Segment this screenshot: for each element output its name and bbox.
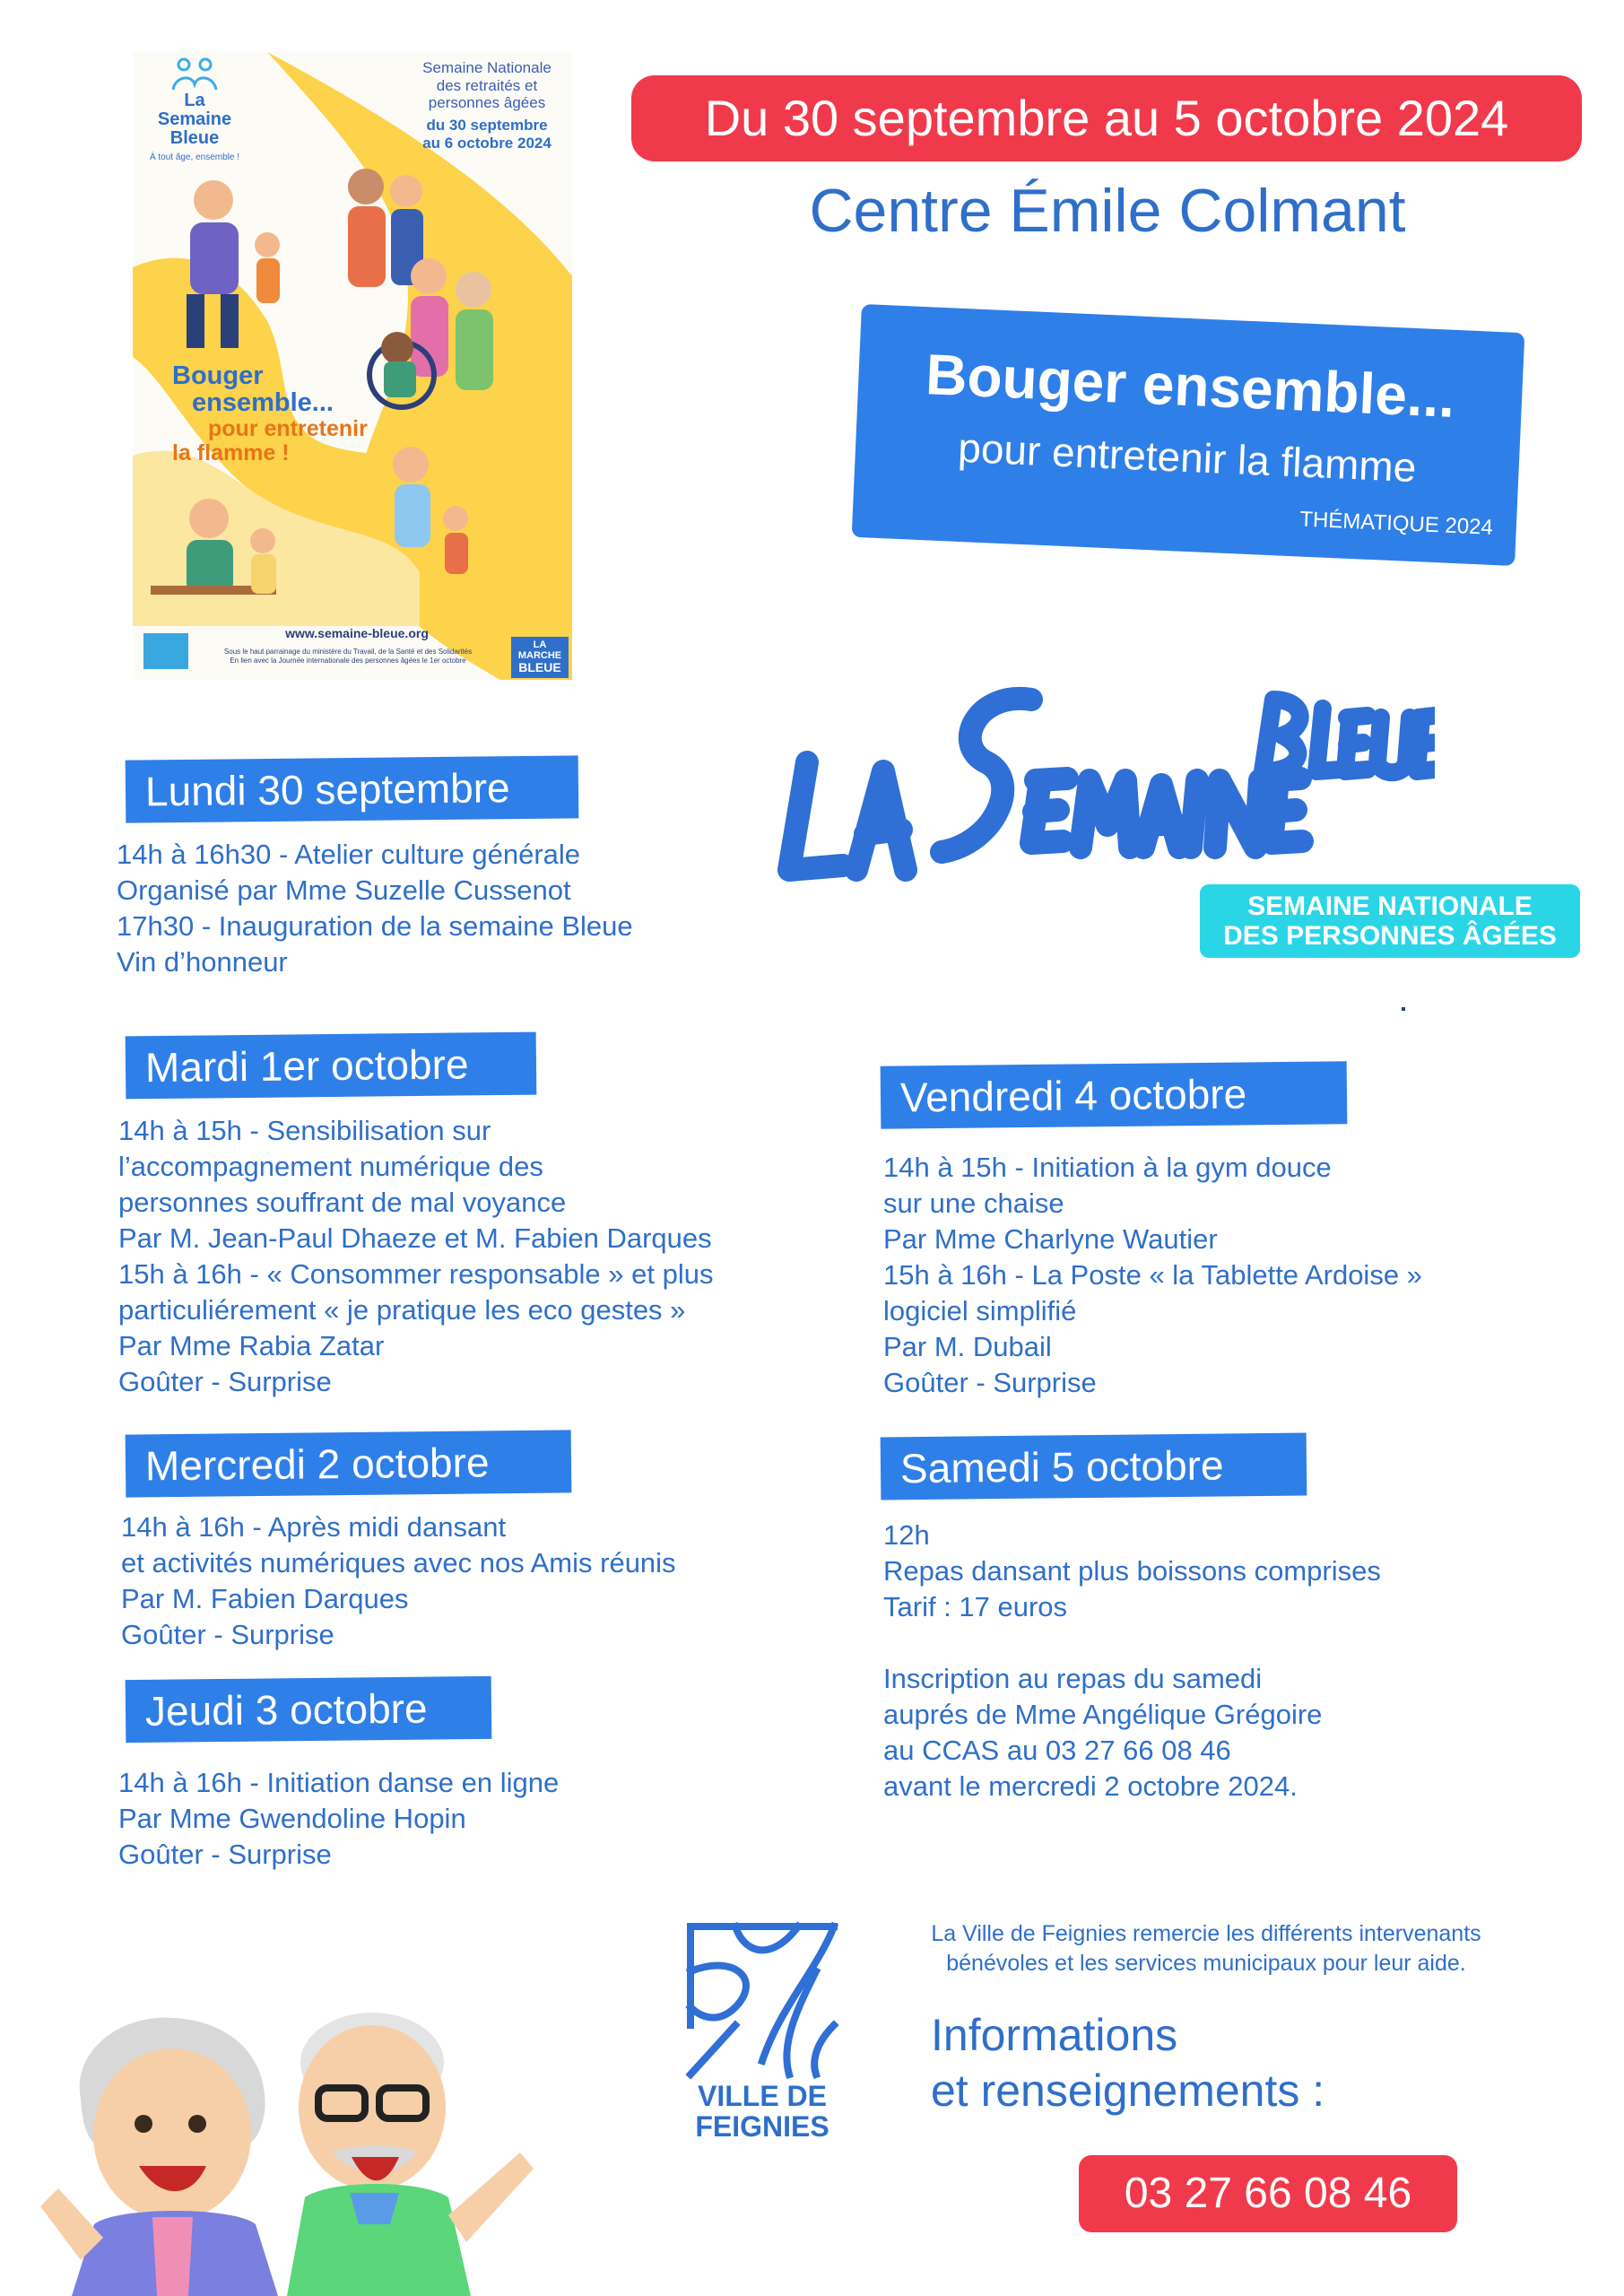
marche-bleue-badge: [511, 637, 569, 678]
detail-line: sur une chaise: [883, 1187, 1064, 1219]
venue-title: Centre Émile Colmant: [809, 177, 1406, 245]
detail-line: Goûter - Surprise: [118, 1366, 332, 1397]
spacer-line: [883, 1625, 1381, 1661]
poster-logo-tagline: À tout âge, ensemble !: [149, 152, 240, 162]
detail-line: Repas dansant plus boissons comprises: [883, 1555, 1381, 1587]
detail-line: Goûter - Surprise: [121, 1619, 334, 1650]
detail-line: Tarif : 17 euros: [883, 1591, 1068, 1622]
detail-line: avant le mercredi 2 octobre 2024.: [883, 1770, 1298, 1802]
detail-line: 15h à 16h - « Consommer responsable » et plus: [118, 1258, 714, 1290]
poster-slogan-line: Bouger: [172, 361, 264, 390]
poster-dates-line: du 30 septembre: [426, 117, 548, 134]
feignies-label: [682, 2081, 843, 2142]
thanks-line: La Ville de Feignies remercie les différents intervenants: [931, 1921, 1481, 1946]
detail-line: Organisé par Mme Suzelle Cussenot: [117, 874, 571, 906]
detail-line: Par Mme Gwendoline Hopin: [118, 1803, 466, 1834]
poster-slogan: [172, 362, 368, 466]
city-label-line: FEIGNIES: [695, 2110, 829, 2143]
detail-line: Par M. Dubail: [883, 1331, 1052, 1362]
day-banner-mardi: Mardi 1er octobre: [126, 1032, 537, 1100]
poster-footer-line: Sous le haut parrainage du ministère du Travail, de la Santé et des Solidarités: [223, 648, 473, 656]
detail-line: l’accompagnement numérique des: [118, 1151, 543, 1182]
ministry-logo-icon: [143, 633, 188, 669]
detail-line: 14h à 16h - Initiation danse en ligne: [118, 1767, 560, 1798]
poster-header-line: Semaine Nationale: [422, 59, 551, 76]
detail-line: Inscription au repas du samedi: [883, 1663, 1263, 1694]
detail-line: au CCAS au 03 27 66 08 46: [883, 1735, 1231, 1766]
day-details-mardi: [118, 1113, 713, 1400]
day-banner-lundi: Lundi 30 septembre: [126, 755, 579, 822]
theme-title: Bouger ensemble...: [924, 342, 1456, 430]
feignies-logo-icon: [682, 1918, 843, 2106]
detail-line: 14h à 15h - Sensibilisation sur: [118, 1115, 491, 1146]
detail-line: Par M. Jean-Paul Dhaeze et M. Fabien Darques: [118, 1222, 712, 1254]
city-label-line: VILLE DE: [697, 2080, 827, 2112]
detail-line: particuliérement « je pratique les eco gestes »: [118, 1294, 686, 1326]
day-details-jeudi: [118, 1765, 559, 1873]
day-banner-jeudi: Jeudi 3 octobre: [126, 1676, 492, 1743]
poster-slogan-line: pour entretenir: [208, 415, 368, 441]
stray-mark: [1402, 1007, 1405, 1011]
badge-line: DES PERSONNES ÂGÉES: [1223, 921, 1557, 951]
badge-line: BLEUE: [518, 660, 561, 675]
poster-header-line: personnes âgées: [428, 94, 546, 112]
poster-slogan-line: ensemble...: [192, 388, 334, 418]
poster-logo-line: Semaine: [157, 109, 232, 129]
detail-line: Goûter - Surprise: [883, 1367, 1097, 1398]
poster-footer-line: En lien avec la Journée internationale des personnes âgées le 1er octobre: [230, 657, 466, 665]
day-banner-vendredi: Vendredi 4 octobre: [881, 1061, 1348, 1128]
poster-logo-line: La: [184, 91, 205, 110]
phone-number-badge: 03 27 66 08 46: [1079, 2155, 1457, 2232]
poster-logo-line: Bleue: [169, 128, 220, 148]
detail-line: 15h à 16h - La Poste « la Tablette Ardoise »: [883, 1259, 1422, 1291]
detail-line: Par Mme Rabia Zatar: [118, 1330, 385, 1361]
poster-url: www.semaine-bleue.org: [285, 626, 429, 640]
day-details-mercredi: [121, 1509, 676, 1653]
day-details-lundi: [117, 837, 633, 980]
detail-line: logiciel simplifié: [883, 1295, 1077, 1326]
poster-slogan-line: la flamme !: [172, 440, 290, 466]
detail-line: Par Mme Charlyne Wautier: [883, 1223, 1218, 1255]
detail-line: 14h à 16h30 - Atelier culture générale: [117, 839, 581, 870]
la-semaine-bleue-logo: [771, 664, 1435, 888]
day-details-vendredi: [883, 1150, 1422, 1401]
poster-header-line: des retraités et: [436, 76, 538, 94]
day-details-samedi: [883, 1518, 1381, 1805]
detail-line: auprés de Mme Angélique Grégoire: [883, 1699, 1323, 1730]
poster-dates-line: au 6 octobre 2024: [422, 135, 551, 152]
detail-line: 17h30 - Inauguration de la semaine Bleue: [117, 910, 633, 942]
info-line: et renseignements :: [931, 2066, 1325, 2116]
info-title: [931, 2007, 1324, 2118]
semaine-nationale-badge: [1200, 884, 1580, 958]
badge-line: LA MARCHE: [517, 639, 562, 661]
theme-subtitle: pour entretenir la flamme: [957, 423, 1418, 491]
theme-card: [852, 304, 1525, 566]
badge-line: SEMAINE NATIONALE: [1247, 891, 1533, 921]
date-range-banner: Du 30 septembre au 5 octobre 2024: [631, 75, 1582, 161]
detail-line: Goûter - Surprise: [118, 1839, 332, 1870]
thanks-text: [883, 1919, 1529, 1979]
detail-line: personnes souffrant de mal voyance: [118, 1187, 567, 1218]
semaine-bleue-people-icon: [164, 57, 227, 93]
detail-line: et activités numériques avec nos Amis réunis: [121, 1547, 676, 1578]
poster-logo-text: [145, 91, 244, 148]
detail-line: 14h à 15h - Initiation à la gym douce: [883, 1152, 1332, 1183]
theme-tag: THÉMATIQUE 2024: [1298, 507, 1494, 540]
day-banner-mercredi: Mercredi 2 octobre: [126, 1430, 572, 1497]
poster-dates: [402, 117, 572, 153]
poster-thumbnail: [133, 52, 572, 680]
thanks-line: bénévoles et les services municipaux pour leur aide.: [946, 1951, 1466, 1976]
detail-line: 14h à 16h - Après midi dansant: [121, 1511, 507, 1543]
seniors-illustration: [18, 1883, 556, 2296]
detail-line: Vin d’honneur: [117, 946, 288, 978]
info-line: Informations: [931, 2010, 1178, 2060]
poster-footer: [195, 648, 500, 666]
poster-header: [402, 59, 572, 112]
detail-line: Par M. Fabien Darques: [121, 1583, 409, 1614]
detail-line: 12h: [883, 1519, 930, 1551]
day-banner-samedi: Samedi 5 octobre: [881, 1433, 1307, 1500]
